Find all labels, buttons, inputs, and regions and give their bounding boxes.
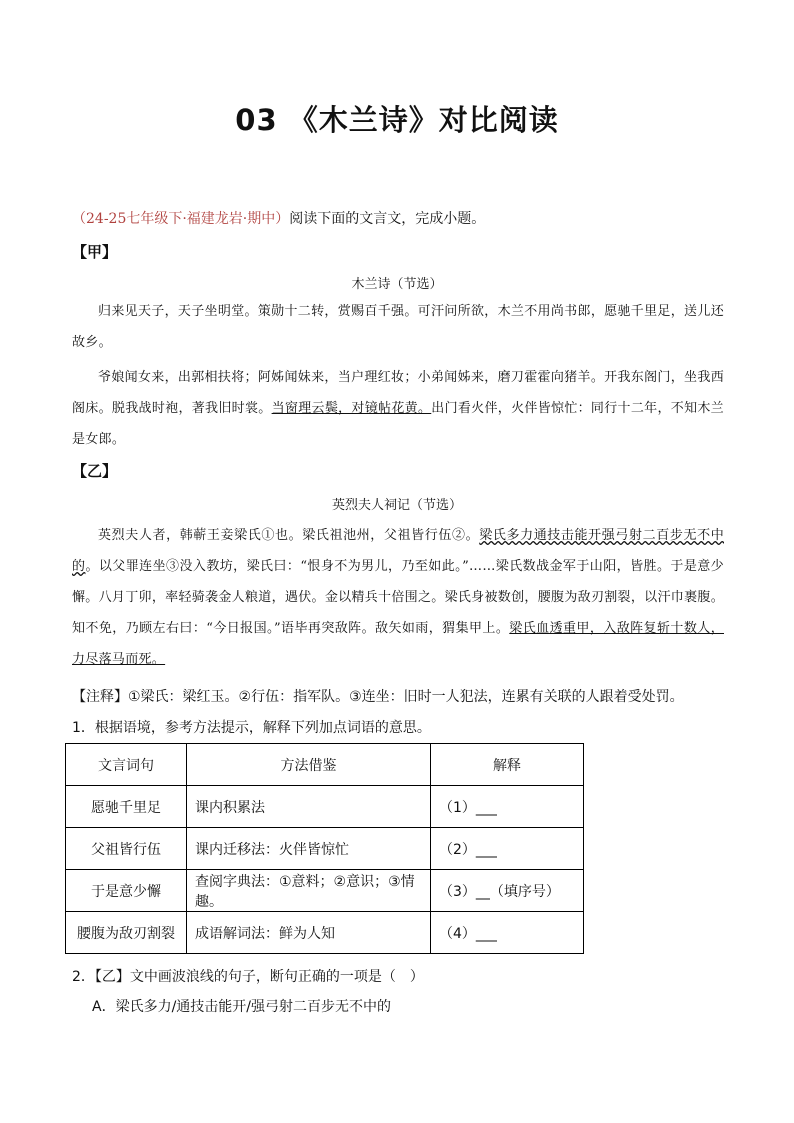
yi-paragraph — [72, 520, 724, 675]
table-cell: 愿驰千里足 — [66, 786, 187, 828]
answer-blank-cell[interactable]: （3）__（填序号） — [431, 870, 584, 912]
source-text: 阅读下面的文言文，完成小题。 — [289, 211, 486, 227]
table-cell: 腰腹为敌刃割裂 — [66, 912, 187, 954]
question-2-option-a[interactable]: A．梁氏多力/通技击能开/强弓射二百步无不中的 — [92, 999, 392, 1015]
source-line — [72, 208, 485, 228]
table-row — [66, 912, 584, 954]
yi-title: 英烈夫人祠记（节选） — [331, 498, 462, 513]
table-row — [66, 828, 584, 870]
answer-blank-cell[interactable]: （4）___ — [431, 912, 584, 954]
yi-text-b: 。以父罪连坐③没入教坊，梁氏曰：“恨身不为男儿，乃至如此。”……梁氏数战金军于山阳，皆胜。于是意少懈。八月丁卯，率轻骑袭金人粮道，遇伏。金以精兵十倍围之。梁氏身被数创，腰腹为敌刃割裂，以汗巾裹腹。知不免，乃顾左右曰：“今日报国。”语毕再突敌阵。敌矢如雨，猬集甲上。 — [72, 559, 724, 636]
table-cell: 于是意少懈 — [66, 870, 187, 912]
section-yi-label: 【乙】 — [72, 462, 118, 480]
table-cell: 父祖皆行伍 — [66, 828, 187, 870]
table-header-cell: 解释 — [431, 744, 584, 786]
table-row — [66, 786, 584, 828]
jia-p2-text-b: 出门看火伴，火伴皆惊忙：同行十二年，不知木兰是女郎。 — [72, 401, 724, 447]
table-header-cell: 文言词句 — [66, 744, 187, 786]
jia-underlined-sentence: 当窗理云鬓，对镜帖花黄。 — [271, 401, 432, 416]
table-header-cell: 方法借鉴 — [187, 744, 431, 786]
yi-wavy-sentence: 梁氏多力通技击能开强弓射二百步无不中的 — [72, 528, 724, 574]
answer-blank-cell[interactable]: （1）___ — [431, 786, 584, 828]
jia-paragraph-2 — [72, 362, 724, 455]
source-tag: （24-25七年级下·福建龙岩·期中） — [72, 211, 290, 227]
question-2: 2．【乙】文中画波浪线的句子，断句正确的一项是（ ） — [72, 969, 424, 985]
yi-underlined-sentence: 梁氏血透重甲，入敌阵复斩十数人，力尽落马而死。 — [72, 621, 724, 667]
question-1: 1．根据语境，参考方法提示，解释下列加点词语的意思。 — [72, 720, 431, 736]
poem-title: 木兰诗（节选） — [351, 277, 443, 292]
table-cell: 查阅字典法：①意料；②意识；③情趣。 — [187, 870, 431, 912]
yi-text-a: 英烈夫人者，韩蕲王妾梁氏①也。梁氏祖池州，父祖皆行伍②。 — [98, 528, 480, 543]
annotation-note: 【注释】①梁氏：梁红玉。②行伍：指军队。③连坐：旧时一人犯法，连累有关联的人跟着受处罚。 — [72, 689, 684, 705]
table-cell: 成语解词法：鲜为人知 — [187, 912, 431, 954]
table-row — [66, 870, 584, 912]
table-header-row — [66, 744, 584, 786]
table-cell: 课内迁移法：火伴皆惊忙 — [187, 828, 431, 870]
section-jia-label: 【甲】 — [72, 243, 118, 261]
answer-blank-cell[interactable]: （2）___ — [431, 828, 584, 870]
table-cell: 课内积累法 — [187, 786, 431, 828]
vocab-table — [65, 743, 584, 954]
jia-p2-text-a: 爷娘闻女来，出郭相扶将；阿姊闻妹来，当户理红妆；小弟闻姊来，磨刀霍霍向猪羊。开我东阁门，坐我西阁床。脱我战时袍，著我旧时裳。 — [72, 370, 724, 416]
jia-paragraph-1: 归来见天子，天子坐明堂。策勋十二转，赏赐百千强。可汗问所欲，木兰不用尚书郎，愿驰千里足，送儿还故乡。 — [72, 304, 724, 350]
page-title: 03 《木兰诗》对比阅读 — [235, 103, 559, 137]
